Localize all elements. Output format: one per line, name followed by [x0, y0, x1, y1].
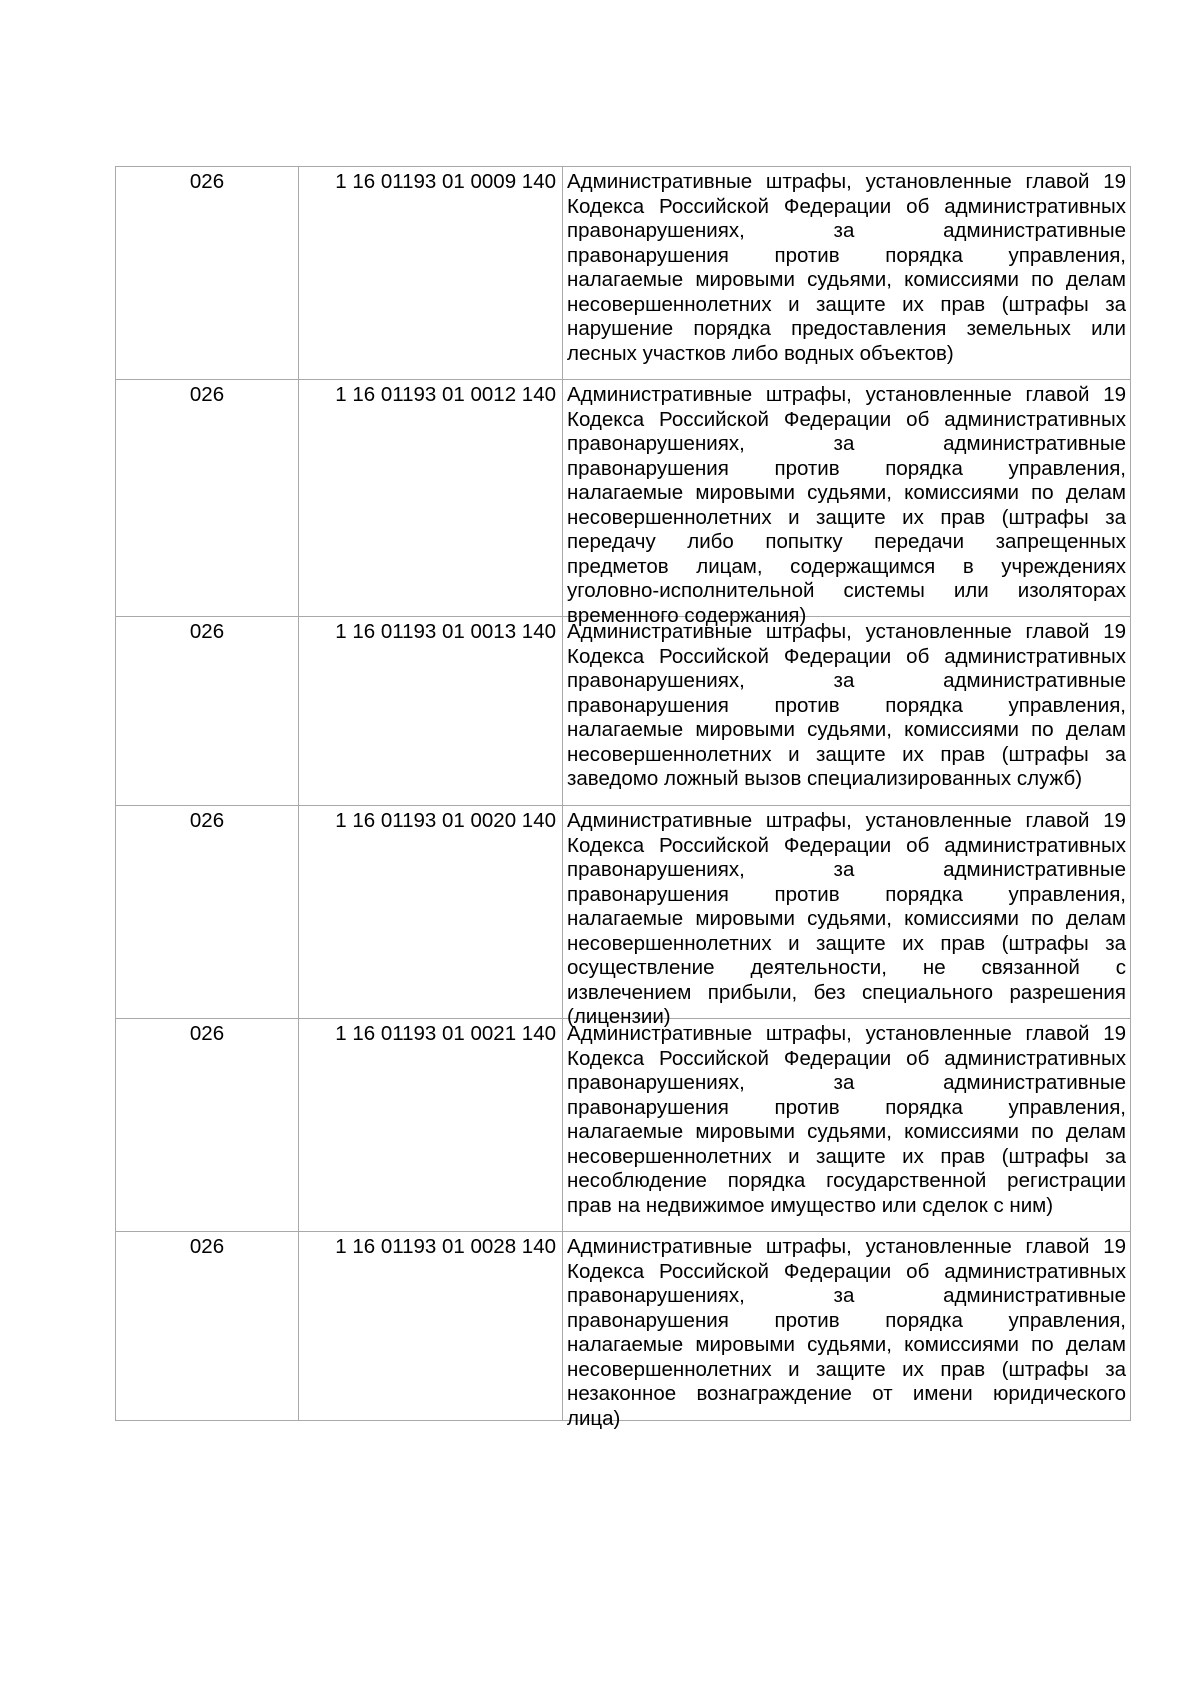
description-text: Административные штрафы, установленные главой 19 Кодекса Российской Федерации об административных правонарушениях, за административные правонарушения против порядка управления, налагаемые мировыми судьями, комиссиями по делам несовершеннолетних и защите их прав (штрафы за незаконное вознаграждение от имени юридического лица) [567, 1235, 1126, 1430]
table-row [116, 1232, 1131, 1421]
table-row [116, 167, 1131, 380]
description-cell [563, 380, 1131, 627]
admin-code-cell: 026 [116, 167, 299, 380]
kbk-code-cell: 1 16 01193 01 0012 140 [299, 380, 563, 617]
description-text: Административные штрафы, установленные главой 19 Кодекса Российской Федерации об административных правонарушениях, за административные правонарушения против порядка управления, налагаемые мировыми судьями, комиссиями по делам несовершеннолетних и защите их прав (штрафы за передачу либо попытку передачи запрещенных предметов лицам, содержащимся в учреждениях уголовно-исполнительной системы или изоляторах временного содержания) [567, 383, 1126, 627]
description-cell [563, 1019, 1131, 1232]
admin-code-cell: 026 [116, 380, 299, 617]
description-cell [563, 806, 1131, 1028]
description-text: Административные штрафы, установленные главой 19 Кодекса Российской Федерации об административных правонарушениях, за административные правонарушения против порядка управления, налагаемые мировыми судьями, комиссиями по делам несовершеннолетних и защите их прав (штрафы за несоблюдение порядка государственной регистрации прав на недвижимое имущество или сделок с ним) [567, 1022, 1126, 1217]
admin-code-cell: 026 [116, 806, 299, 1019]
admin-code-cell: 026 [116, 1019, 299, 1232]
description-text: Административные штрафы, установленные главой 19 Кодекса Российской Федерации об административных правонарушениях, за административные правонарушения против порядка управления, налагаемые мировыми судьями, комиссиями по делам несовершеннолетних и защите их прав (штрафы за заведомо ложный вызов специализированных служб) [567, 620, 1126, 790]
description-cell [563, 167, 1131, 380]
table-row [116, 617, 1131, 806]
kbk-code-cell: 1 16 01193 01 0013 140 [299, 617, 563, 806]
description-text: Административные штрафы, установленные главой 19 Кодекса Российской Федерации об административных правонарушениях, за административные правонарушения против порядка управления, налагаемые мировыми судьями, комиссиями по делам несовершеннолетних и защите их прав (штрафы за осуществление деятельности, не связанной с извлечением прибыли, без специального разрешения (лицензии) [567, 809, 1126, 1028]
kbk-table [115, 166, 1131, 1430]
description-text: Административные штрафы, установленные главой 19 Кодекса Российской Федерации об административных правонарушениях, за административные правонарушения против порядка управления, налагаемые мировыми судьями, комиссиями по делам несовершеннолетних и защите их прав (штрафы за нарушение порядка предоставления земельных или лесных участков либо водных объектов) [567, 170, 1126, 365]
table-row [116, 806, 1131, 1019]
kbk-code-cell: 1 16 01193 01 0021 140 [299, 1019, 563, 1232]
kbk-code-cell: 1 16 01193 01 0028 140 [299, 1232, 563, 1421]
table-row [116, 380, 1131, 617]
kbk-code-cell: 1 16 01193 01 0020 140 [299, 806, 563, 1019]
kbk-code-cell: 1 16 01193 01 0009 140 [299, 167, 563, 380]
admin-code-cell: 026 [116, 1232, 299, 1421]
admin-code-cell: 026 [116, 617, 299, 806]
description-cell [563, 1232, 1131, 1430]
description-cell [563, 617, 1131, 806]
table-row [116, 1019, 1131, 1232]
